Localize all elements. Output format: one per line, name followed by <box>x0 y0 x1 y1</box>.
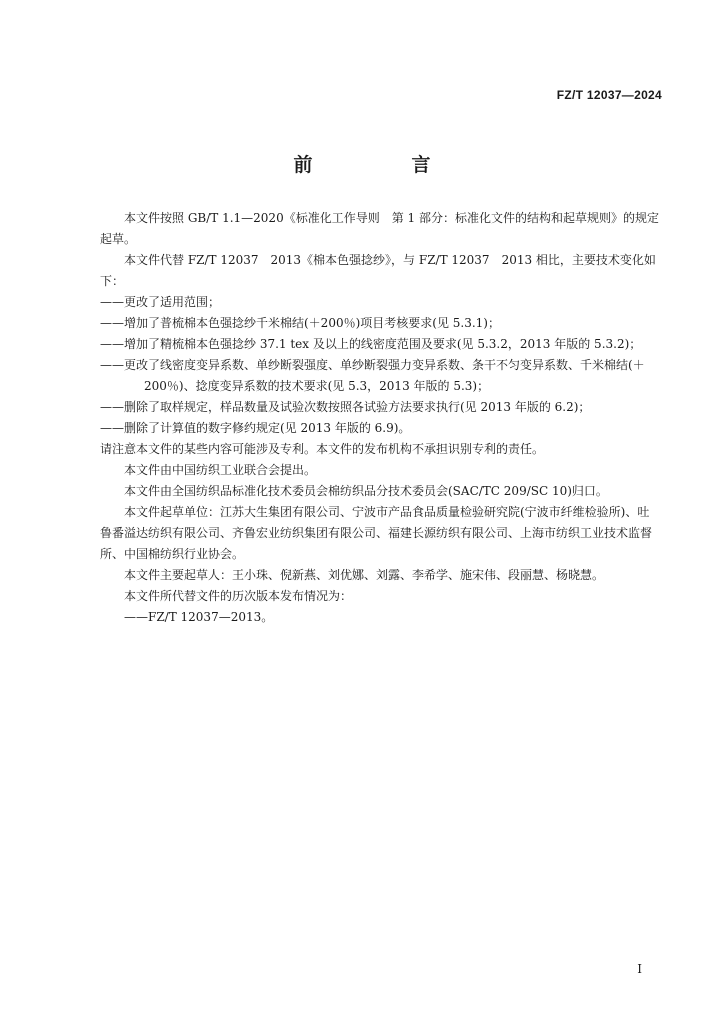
change-item: ——删除了计算值的数字修约规定(见 2013 年版的 6.9)。 <box>100 421 411 435</box>
paragraph-replacement: 本文件代替 FZ/T 12037 2013《棉本色强捻纱》，与 FZ/T 12037 2013 相比，主要技术变化如下： <box>100 253 656 288</box>
paragraph-patent-notice: 请注意本文件的某些内容可能涉及专利。本文件的发布机构不承担识别专利的责任。 <box>100 442 545 456</box>
standard-code: FZ/T 12037—2024 <box>556 88 662 102</box>
paragraph-history-item: ——FZ/T 12037—2013。 <box>124 610 274 624</box>
paragraph-history-intro: 本文件所代替文件的历次版本发布情况为： <box>124 589 353 603</box>
paragraph-jurisdiction: 本文件由全国纺织品标准化技术委员会棉纺织品分技术委员会(SAC/TC 209/SC 10)归口。 <box>124 484 608 498</box>
foreword-body <box>100 208 660 628</box>
change-item: ——增加了精梳棉本色强捻纱 37.1 tex 及以上的线密度范围及要求(见 5.3.2，2013 年版的 5.3.2)； <box>100 337 642 351</box>
change-item: ——删除了取样规定，样品数量及试验次数按照各试验方法要求执行(见 2013 年版的 6.2)； <box>100 400 591 414</box>
paragraph-drafting-basis: 本文件按照 GB/T 1.1—2020《标准化工作导则 第 1 部分：标准化文件的结构和起草规则》的规定起草。 <box>100 211 659 246</box>
paragraph-drafting-units: 本文件起草单位：江苏大生集团有限公司、宁波市产品食品质量检验研究院(宁波市纤维检验所)、吐鲁番溢达纺织有限公司、齐鲁宏业纺织集团有限公司、福建长源纺织有限公司、上海市纺织工业技术监督所、中国棉纺织行业协会。 <box>100 505 653 561</box>
page-title: 前 言 <box>293 154 471 176</box>
change-item: ——更改了线密度变异系数、单纱断裂强度、单纱断裂强力变异系数、条干不匀变异系数、千米棉结(＋200％)、捻度变异系数的技术要求(见 5.3，2013 年版的 5.3)； <box>100 358 645 393</box>
change-item: ——增加了普梳棉本色强捻纱千米棉结(＋200％)项目考核要求(见 5.3.1)； <box>100 316 500 330</box>
page-number: I <box>637 962 642 976</box>
paragraph-drafters: 本文件主要起草人：王小珠、倪新燕、刘优娜、刘露、李希学、施宋伟、段丽慧、杨晓慧。 <box>124 568 605 582</box>
change-item: ——更改了适用范围； <box>100 295 221 309</box>
paragraph-proposer: 本文件由中国纺织工业联合会提出。 <box>124 463 317 477</box>
